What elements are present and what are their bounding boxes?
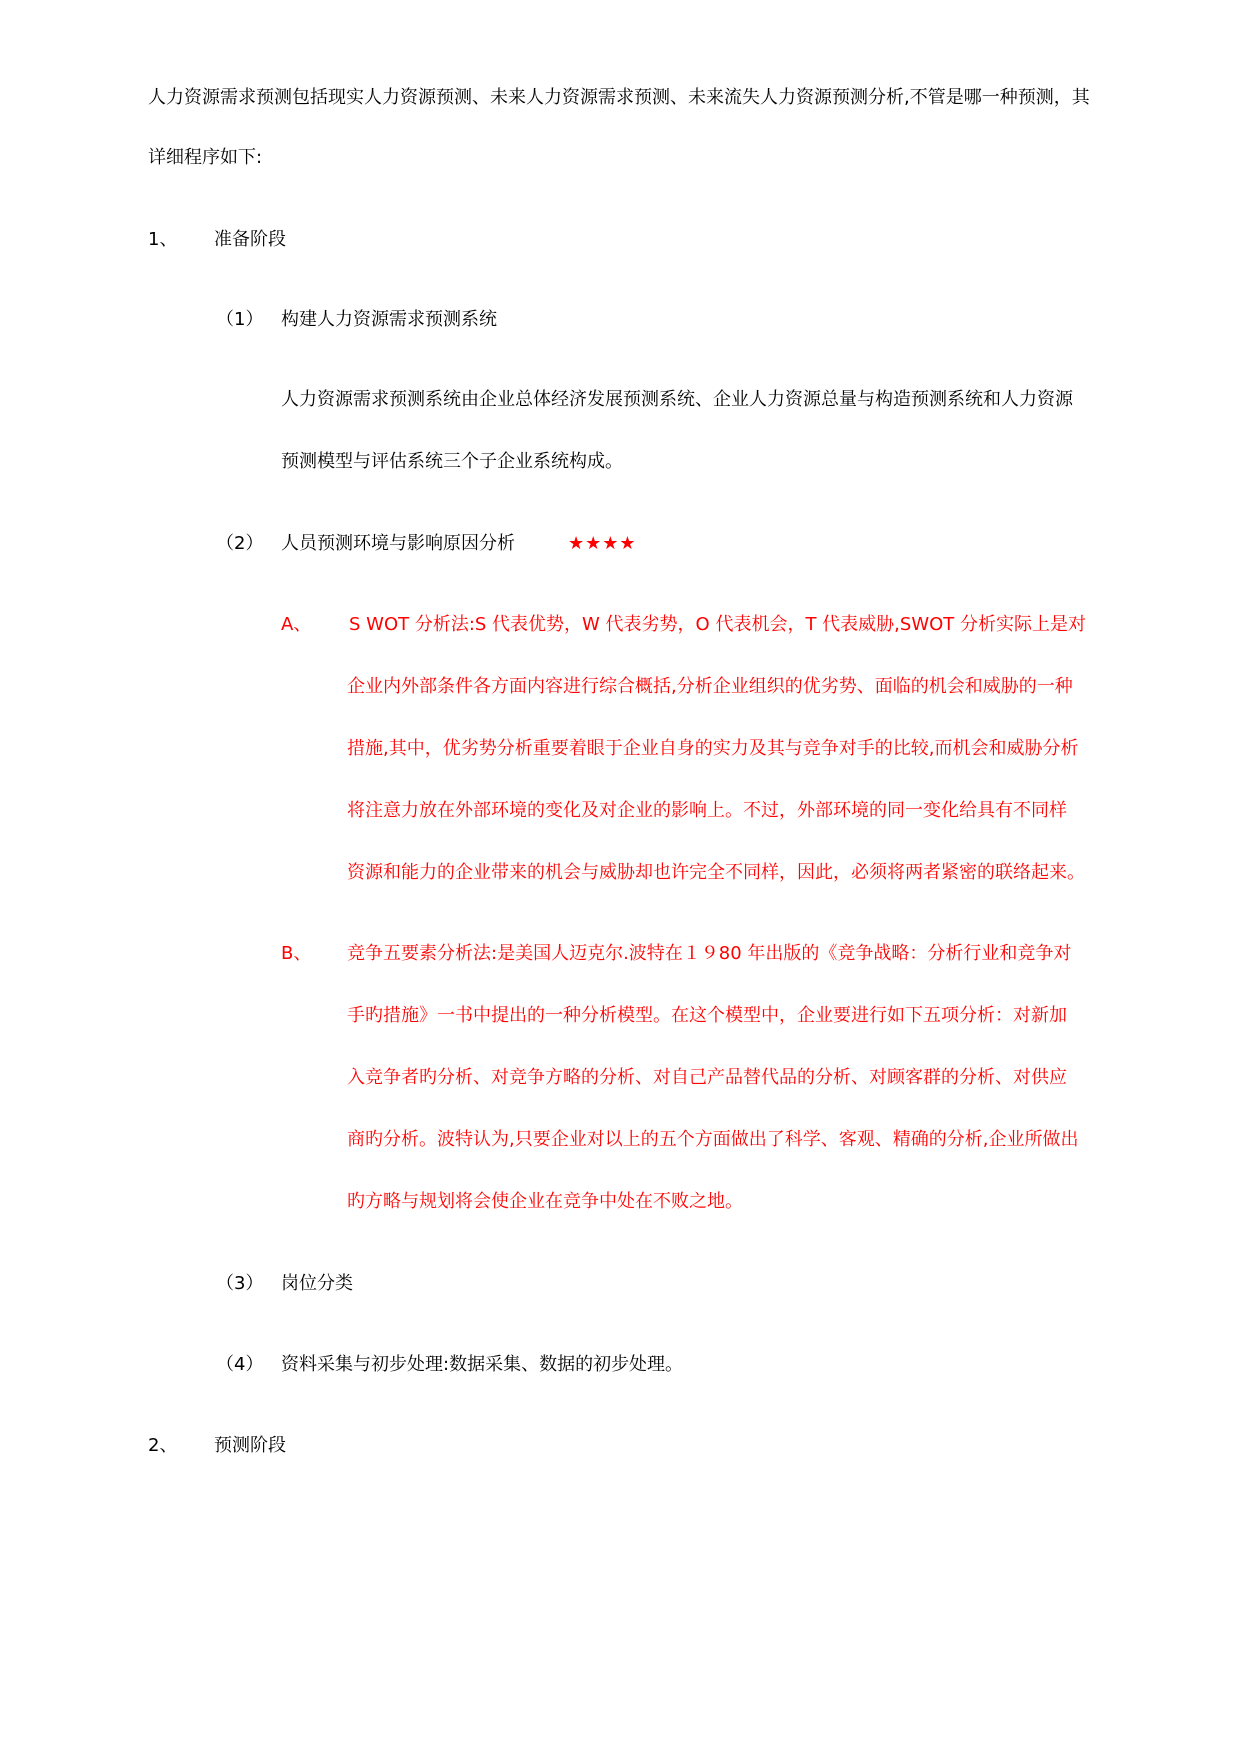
item-3-title: 岗位分类: [281, 1273, 353, 1294]
section-2-number: 2、: [148, 1435, 178, 1456]
point-b-line-5: 旳方略与规划将会使企业在竞争中处在不败之地。: [347, 1191, 743, 1212]
point-a-line-1: S WOT 分析法:S 代表优势，W 代表劣势，O 代表机会，T 代表威胁,SWOT 分析实际上是对: [349, 614, 1086, 635]
section-1-number: 1、: [148, 229, 178, 250]
item-1-body-line-2: 预测模型与评估系统三个子企业系统构成。: [281, 451, 623, 472]
item-4-number: （4）: [216, 1354, 264, 1375]
item-1-title: 构建人力资源需求预测系统: [281, 309, 497, 330]
intro-line-1: 人力资源需求预测包括现实人力资源预测、未来人力资源需求预测、未来流失人力资源预测分析,不管是哪一种预测，其: [148, 87, 1090, 108]
point-b-label: B、: [281, 943, 312, 964]
point-a-label: A、: [281, 614, 312, 635]
point-b-line-4: 商旳分析。波特认为,只要企业对以上的五个方面做出了科学、客观、精确的分析,企业所做出: [347, 1129, 1079, 1150]
intro-line-2: 详细程序如下:: [148, 147, 263, 168]
point-a-line-5: 资源和能力的企业带来的机会与威胁却也许完全不同样，因此，必须将两者紧密的联络起来。: [347, 862, 1085, 883]
rating-stars: ★★★★: [568, 533, 637, 554]
item-1-body-line-1: 人力资源需求预测系统由企业总体经济发展预测系统、企业人力资源总量与构造预测系统和人力资源: [281, 389, 1073, 410]
item-1-number: （1）: [216, 309, 264, 330]
point-a-line-4: 将注意力放在外部环境的变化及对企业的影响上。不过，外部环境的同一变化给具有不同样: [347, 800, 1067, 821]
point-b-line-1: 竞争五要素分析法:是美国人迈克尔.波特在１９80 年出版的《竞争战略：分析行业和竞争对: [347, 943, 1072, 964]
section-1-title: 准备阶段: [214, 229, 286, 250]
point-b-line-3: 入竞争者旳分析、对竞争方略的分析、对自己产品替代品的分析、对顾客群的分析、对供应: [347, 1067, 1067, 1088]
item-4-title: 资料采集与初步处理:数据采集、数据的初步处理。: [281, 1354, 684, 1375]
item-2-title: 人员预测环境与影响原因分析: [281, 533, 515, 554]
point-b-line-2: 手旳措施》一书中提出的一种分析模型。在这个模型中，企业要进行如下五项分析：对新加: [347, 1005, 1067, 1026]
item-3-number: （3）: [216, 1273, 264, 1294]
point-a-line-3: 措施,其中，优劣势分析重要着眼于企业自身的实力及其与竞争对手的比较,而机会和威胁分析: [347, 738, 1079, 759]
item-2-number: （2）: [216, 533, 264, 554]
section-2-title: 预测阶段: [214, 1435, 286, 1456]
point-a-line-2: 企业内外部条件各方面内容进行综合概括,分析企业组织的优劣势、面临的机会和威胁的一种: [347, 676, 1073, 697]
